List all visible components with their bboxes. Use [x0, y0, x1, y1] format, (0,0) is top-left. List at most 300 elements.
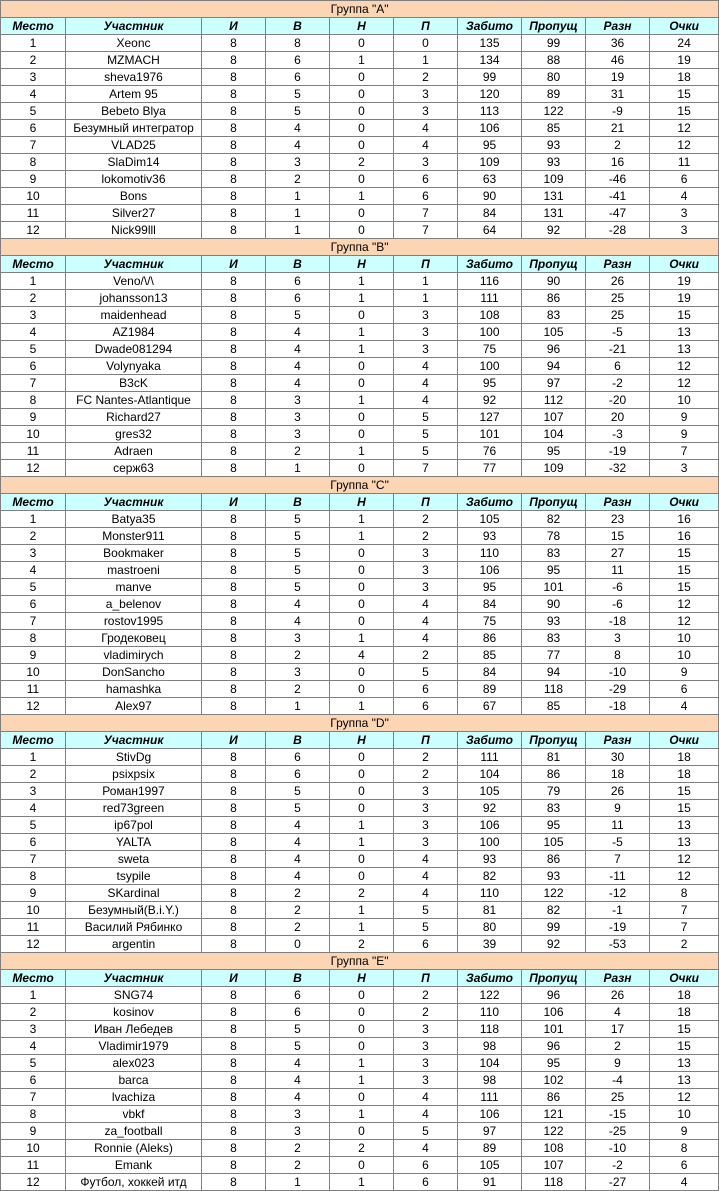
cell-place: 8 — [1, 392, 66, 409]
cell-place: 6 — [1, 358, 66, 375]
cell-diff: -10 — [586, 1140, 650, 1157]
cell-participant: psixpsix — [66, 766, 202, 783]
cell-draws: 1 — [330, 902, 394, 919]
cell-points: 3 — [650, 460, 719, 477]
cell-losses: 4 — [394, 1089, 458, 1106]
cell-wins: 1 — [266, 698, 330, 715]
table-row — [1, 120, 719, 137]
column-header-games: И — [202, 18, 266, 35]
cell-diff: 25 — [586, 290, 650, 307]
table-row — [1, 902, 719, 919]
cell-losses: 3 — [394, 154, 458, 171]
cell-draws: 0 — [330, 1157, 394, 1174]
cell-games: 8 — [202, 69, 266, 86]
cell-participant: sweta — [66, 851, 202, 868]
cell-points: 18 — [650, 766, 719, 783]
cell-draws: 0 — [330, 596, 394, 613]
cell-points: 13 — [650, 324, 719, 341]
cell-draws: 0 — [330, 137, 394, 154]
cell-draws: 1 — [330, 1055, 394, 1072]
cell-place: 12 — [1, 1174, 66, 1191]
cell-draws: 0 — [330, 1004, 394, 1021]
column-header-participant: Участник — [66, 732, 202, 749]
cell-wins: 3 — [266, 1106, 330, 1123]
cell-place: 1 — [1, 511, 66, 528]
cell-participant: Nick99lll — [66, 222, 202, 239]
cell-participant: B3cK — [66, 375, 202, 392]
cell-wins: 1 — [266, 205, 330, 222]
cell-conceded: 90 — [522, 273, 586, 290]
cell-scored: 100 — [458, 324, 522, 341]
cell-conceded: 86 — [522, 766, 586, 783]
cell-games: 8 — [202, 1106, 266, 1123]
cell-draws: 2 — [330, 936, 394, 953]
cell-losses: 6 — [394, 1174, 458, 1191]
cell-conceded: 85 — [522, 120, 586, 137]
cell-place: 9 — [1, 647, 66, 664]
cell-games: 8 — [202, 460, 266, 477]
cell-wins: 6 — [266, 749, 330, 766]
cell-diff: 9 — [586, 1055, 650, 1072]
table-row — [1, 647, 719, 664]
cell-scored: 135 — [458, 35, 522, 52]
cell-draws: 0 — [330, 613, 394, 630]
cell-conceded: 96 — [522, 987, 586, 1004]
column-header-conceded: Пропущ — [522, 18, 586, 35]
cell-draws: 1 — [330, 324, 394, 341]
cell-participant: a_belenov — [66, 596, 202, 613]
column-header-wins: В — [266, 970, 330, 987]
cell-draws: 0 — [330, 103, 394, 120]
cell-wins: 2 — [266, 1140, 330, 1157]
cell-games: 8 — [202, 800, 266, 817]
cell-wins: 2 — [266, 885, 330, 902]
group-title-row — [1, 953, 719, 970]
column-header-scored: Забито — [458, 256, 522, 273]
cell-participant: Гродековец — [66, 630, 202, 647]
cell-scored: 95 — [458, 375, 522, 392]
cell-games: 8 — [202, 817, 266, 834]
cell-diff: 25 — [586, 1089, 650, 1106]
group-title-row — [1, 1, 719, 18]
cell-wins: 1 — [266, 222, 330, 239]
cell-place: 5 — [1, 1055, 66, 1072]
column-header-conceded: Пропущ — [522, 970, 586, 987]
cell-draws: 0 — [330, 35, 394, 52]
cell-place: 12 — [1, 460, 66, 477]
table-row — [1, 1140, 719, 1157]
cell-scored: 100 — [458, 834, 522, 851]
cell-scored: 98 — [458, 1038, 522, 1055]
cell-points: 3 — [650, 205, 719, 222]
cell-participant: vbkf — [66, 1106, 202, 1123]
group-title: Группа "С" — [1, 477, 719, 494]
cell-participant: Artem 95 — [66, 86, 202, 103]
cell-games: 8 — [202, 528, 266, 545]
column-header-draws: Н — [330, 970, 394, 987]
cell-scored: 76 — [458, 443, 522, 460]
cell-points: 8 — [650, 1140, 719, 1157]
cell-draws: 0 — [330, 664, 394, 681]
cell-points: 10 — [650, 1106, 719, 1123]
table-row — [1, 103, 719, 120]
cell-wins: 2 — [266, 647, 330, 664]
cell-draws: 0 — [330, 987, 394, 1004]
cell-diff: 31 — [586, 86, 650, 103]
cell-draws: 1 — [330, 919, 394, 936]
cell-scored: 84 — [458, 596, 522, 613]
cell-place: 11 — [1, 919, 66, 936]
cell-games: 8 — [202, 392, 266, 409]
column-header-conceded: Пропущ — [522, 494, 586, 511]
cell-wins: 2 — [266, 443, 330, 460]
cell-losses: 3 — [394, 1072, 458, 1089]
cell-diff: -53 — [586, 936, 650, 953]
cell-place: 9 — [1, 409, 66, 426]
cell-scored: 39 — [458, 936, 522, 953]
cell-losses: 4 — [394, 851, 458, 868]
table-row — [1, 698, 719, 715]
cell-place: 3 — [1, 69, 66, 86]
cell-conceded: 95 — [522, 817, 586, 834]
table-row — [1, 171, 719, 188]
cell-conceded: 77 — [522, 647, 586, 664]
cell-wins: 3 — [266, 1123, 330, 1140]
cell-scored: 105 — [458, 511, 522, 528]
cell-participant: maidenhead — [66, 307, 202, 324]
cell-points: 6 — [650, 171, 719, 188]
cell-games: 8 — [202, 885, 266, 902]
cell-place: 2 — [1, 290, 66, 307]
cell-place: 5 — [1, 579, 66, 596]
cell-conceded: 95 — [522, 562, 586, 579]
cell-losses: 2 — [394, 766, 458, 783]
table-row — [1, 52, 719, 69]
cell-diff: 26 — [586, 783, 650, 800]
cell-wins: 2 — [266, 902, 330, 919]
cell-conceded: 99 — [522, 35, 586, 52]
column-header-diff: Разн — [586, 494, 650, 511]
cell-scored: 75 — [458, 341, 522, 358]
column-header-scored: Забито — [458, 970, 522, 987]
cell-wins: 5 — [266, 783, 330, 800]
cell-participant: argentin — [66, 936, 202, 953]
cell-place: 3 — [1, 1021, 66, 1038]
cell-points: 19 — [650, 273, 719, 290]
cell-draws: 0 — [330, 1123, 394, 1140]
column-header-losses: П — [394, 18, 458, 35]
column-header-games: И — [202, 494, 266, 511]
cell-scored: 77 — [458, 460, 522, 477]
cell-conceded: 93 — [522, 613, 586, 630]
cell-points: 7 — [650, 902, 719, 919]
cell-participant: kosinov — [66, 1004, 202, 1021]
cell-draws: 0 — [330, 86, 394, 103]
cell-points: 9 — [650, 426, 719, 443]
cell-conceded: 107 — [522, 1157, 586, 1174]
cell-conceded: 122 — [522, 885, 586, 902]
cell-conceded: 121 — [522, 1106, 586, 1123]
column-header-scored: Забито — [458, 18, 522, 35]
cell-conceded: 81 — [522, 749, 586, 766]
cell-wins: 6 — [266, 273, 330, 290]
cell-conceded: 104 — [522, 426, 586, 443]
column-header-points: Очки — [650, 732, 719, 749]
cell-losses: 3 — [394, 562, 458, 579]
table-row — [1, 987, 719, 1004]
cell-diff: 21 — [586, 120, 650, 137]
table-row — [1, 919, 719, 936]
table-row — [1, 1038, 719, 1055]
cell-place: 5 — [1, 341, 66, 358]
cell-participant: Adraen — [66, 443, 202, 460]
cell-points: 19 — [650, 52, 719, 69]
cell-diff: 23 — [586, 511, 650, 528]
cell-participant: lokomotiv36 — [66, 171, 202, 188]
column-header-draws: Н — [330, 18, 394, 35]
cell-points: 4 — [650, 188, 719, 205]
cell-diff: 26 — [586, 987, 650, 1004]
cell-wins: 5 — [266, 86, 330, 103]
cell-draws: 1 — [330, 511, 394, 528]
cell-draws: 0 — [330, 545, 394, 562]
cell-participant: SlaDim14 — [66, 154, 202, 171]
cell-place: 10 — [1, 188, 66, 205]
cell-games: 8 — [202, 137, 266, 154]
table-row — [1, 1123, 719, 1140]
cell-games: 8 — [202, 1157, 266, 1174]
cell-games: 8 — [202, 409, 266, 426]
cell-losses: 4 — [394, 613, 458, 630]
cell-diff: 15 — [586, 528, 650, 545]
cell-place: 10 — [1, 1140, 66, 1157]
cell-losses: 5 — [394, 443, 458, 460]
cell-points: 13 — [650, 1055, 719, 1072]
cell-diff: -15 — [586, 1106, 650, 1123]
cell-games: 8 — [202, 222, 266, 239]
cell-diff: -4 — [586, 1072, 650, 1089]
table-row — [1, 800, 719, 817]
table-row — [1, 69, 719, 86]
cell-draws: 0 — [330, 69, 394, 86]
cell-scored: 111 — [458, 290, 522, 307]
cell-scored: 106 — [458, 562, 522, 579]
column-header-place: Место — [1, 970, 66, 987]
cell-wins: 4 — [266, 1055, 330, 1072]
column-header-participant: Участник — [66, 18, 202, 35]
cell-diff: -41 — [586, 188, 650, 205]
table-row — [1, 885, 719, 902]
cell-participant: серж63 — [66, 460, 202, 477]
cell-diff: -28 — [586, 222, 650, 239]
table-row — [1, 426, 719, 443]
cell-diff: -21 — [586, 341, 650, 358]
cell-scored: 93 — [458, 851, 522, 868]
cell-place: 8 — [1, 868, 66, 885]
table-row — [1, 936, 719, 953]
cell-wins: 5 — [266, 579, 330, 596]
cell-conceded: 102 — [522, 1072, 586, 1089]
cell-wins: 4 — [266, 596, 330, 613]
cell-games: 8 — [202, 630, 266, 647]
cell-points: 7 — [650, 443, 719, 460]
cell-points: 18 — [650, 69, 719, 86]
cell-conceded: 99 — [522, 919, 586, 936]
column-header-conceded: Пропущ — [522, 732, 586, 749]
cell-wins: 4 — [266, 324, 330, 341]
cell-draws: 1 — [330, 698, 394, 715]
cell-losses: 2 — [394, 528, 458, 545]
cell-wins: 6 — [266, 290, 330, 307]
cell-scored: 118 — [458, 1021, 522, 1038]
cell-wins: 4 — [266, 868, 330, 885]
cell-participant: VLAD25 — [66, 137, 202, 154]
cell-draws: 0 — [330, 851, 394, 868]
cell-draws: 1 — [330, 817, 394, 834]
table-row — [1, 460, 719, 477]
cell-diff: -32 — [586, 460, 650, 477]
cell-conceded: 106 — [522, 1004, 586, 1021]
cell-losses: 2 — [394, 987, 458, 1004]
cell-draws: 0 — [330, 749, 394, 766]
cell-points: 3 — [650, 222, 719, 239]
cell-losses: 2 — [394, 647, 458, 664]
cell-place: 3 — [1, 307, 66, 324]
cell-place: 6 — [1, 120, 66, 137]
table-row — [1, 1004, 719, 1021]
cell-diff: -20 — [586, 392, 650, 409]
column-header-scored: Забито — [458, 494, 522, 511]
group-title: Группа "D" — [1, 715, 719, 732]
column-header-diff: Разн — [586, 18, 650, 35]
cell-diff: 2 — [586, 1038, 650, 1055]
cell-conceded: 118 — [522, 1174, 586, 1191]
cell-draws: 0 — [330, 562, 394, 579]
cell-participant: Richard27 — [66, 409, 202, 426]
cell-points: 12 — [650, 851, 719, 868]
cell-conceded: 90 — [522, 596, 586, 613]
cell-participant: sheva1976 — [66, 69, 202, 86]
cell-place: 10 — [1, 902, 66, 919]
cell-losses: 4 — [394, 137, 458, 154]
cell-conceded: 93 — [522, 137, 586, 154]
cell-participant: FC Nantes-Atlantique — [66, 392, 202, 409]
column-header-draws: Н — [330, 494, 394, 511]
cell-draws: 0 — [330, 868, 394, 885]
cell-scored: 85 — [458, 647, 522, 664]
cell-points: 18 — [650, 987, 719, 1004]
cell-scored: 104 — [458, 1055, 522, 1072]
cell-wins: 3 — [266, 426, 330, 443]
cell-place: 2 — [1, 766, 66, 783]
cell-losses: 3 — [394, 800, 458, 817]
table-row — [1, 307, 719, 324]
cell-wins: 4 — [266, 137, 330, 154]
cell-games: 8 — [202, 188, 266, 205]
cell-participant: Monster911 — [66, 528, 202, 545]
cell-conceded: 131 — [522, 205, 586, 222]
column-header-wins: В — [266, 256, 330, 273]
cell-draws: 1 — [330, 188, 394, 205]
cell-scored: 64 — [458, 222, 522, 239]
cell-diff: -6 — [586, 579, 650, 596]
group-title-row — [1, 239, 719, 256]
cell-draws: 0 — [330, 1021, 394, 1038]
column-header-participant: Участник — [66, 970, 202, 987]
cell-diff: -47 — [586, 205, 650, 222]
column-header-games: И — [202, 732, 266, 749]
table-row — [1, 86, 719, 103]
cell-participant: Bebeto Blya — [66, 103, 202, 120]
cell-participant: hamashka — [66, 681, 202, 698]
cell-scored: 111 — [458, 749, 522, 766]
cell-games: 8 — [202, 681, 266, 698]
cell-losses: 3 — [394, 103, 458, 120]
cell-wins: 5 — [266, 800, 330, 817]
cell-points: 15 — [650, 103, 719, 120]
cell-losses: 6 — [394, 188, 458, 205]
cell-points: 15 — [650, 307, 719, 324]
cell-games: 8 — [202, 766, 266, 783]
cell-wins: 3 — [266, 409, 330, 426]
cell-place: 2 — [1, 52, 66, 69]
cell-losses: 3 — [394, 545, 458, 562]
cell-losses: 4 — [394, 596, 458, 613]
cell-conceded: 95 — [522, 1055, 586, 1072]
cell-conceded: 82 — [522, 511, 586, 528]
cell-draws: 1 — [330, 443, 394, 460]
table-row — [1, 596, 719, 613]
cell-participant: alex023 — [66, 1055, 202, 1072]
cell-points: 12 — [650, 613, 719, 630]
cell-games: 8 — [202, 307, 266, 324]
cell-place: 10 — [1, 426, 66, 443]
cell-diff: 27 — [586, 545, 650, 562]
cell-participant: gres32 — [66, 426, 202, 443]
column-header-place: Место — [1, 732, 66, 749]
cell-wins: 3 — [266, 664, 330, 681]
cell-draws: 0 — [330, 766, 394, 783]
table-row — [1, 1157, 719, 1174]
cell-diff: -19 — [586, 919, 650, 936]
cell-place: 6 — [1, 1072, 66, 1089]
cell-conceded: 118 — [522, 681, 586, 698]
cell-draws: 1 — [330, 528, 394, 545]
cell-draws: 1 — [330, 52, 394, 69]
cell-participant: barca — [66, 1072, 202, 1089]
cell-scored: 93 — [458, 528, 522, 545]
cell-games: 8 — [202, 120, 266, 137]
cell-draws: 0 — [330, 460, 394, 477]
cell-draws: 0 — [330, 171, 394, 188]
cell-wins: 3 — [266, 630, 330, 647]
cell-conceded: 97 — [522, 375, 586, 392]
cell-wins: 5 — [266, 103, 330, 120]
table-row — [1, 511, 719, 528]
cell-draws: 1 — [330, 1174, 394, 1191]
column-header-games: И — [202, 256, 266, 273]
cell-participant: YALTA — [66, 834, 202, 851]
cell-diff: -2 — [586, 375, 650, 392]
cell-participant: SKardinal — [66, 885, 202, 902]
table-row — [1, 392, 719, 409]
cell-participant: Dwade081294 — [66, 341, 202, 358]
cell-diff: 17 — [586, 1021, 650, 1038]
cell-wins: 5 — [266, 1021, 330, 1038]
cell-scored: 89 — [458, 681, 522, 698]
cell-games: 8 — [202, 1123, 266, 1140]
cell-conceded: 86 — [522, 1089, 586, 1106]
